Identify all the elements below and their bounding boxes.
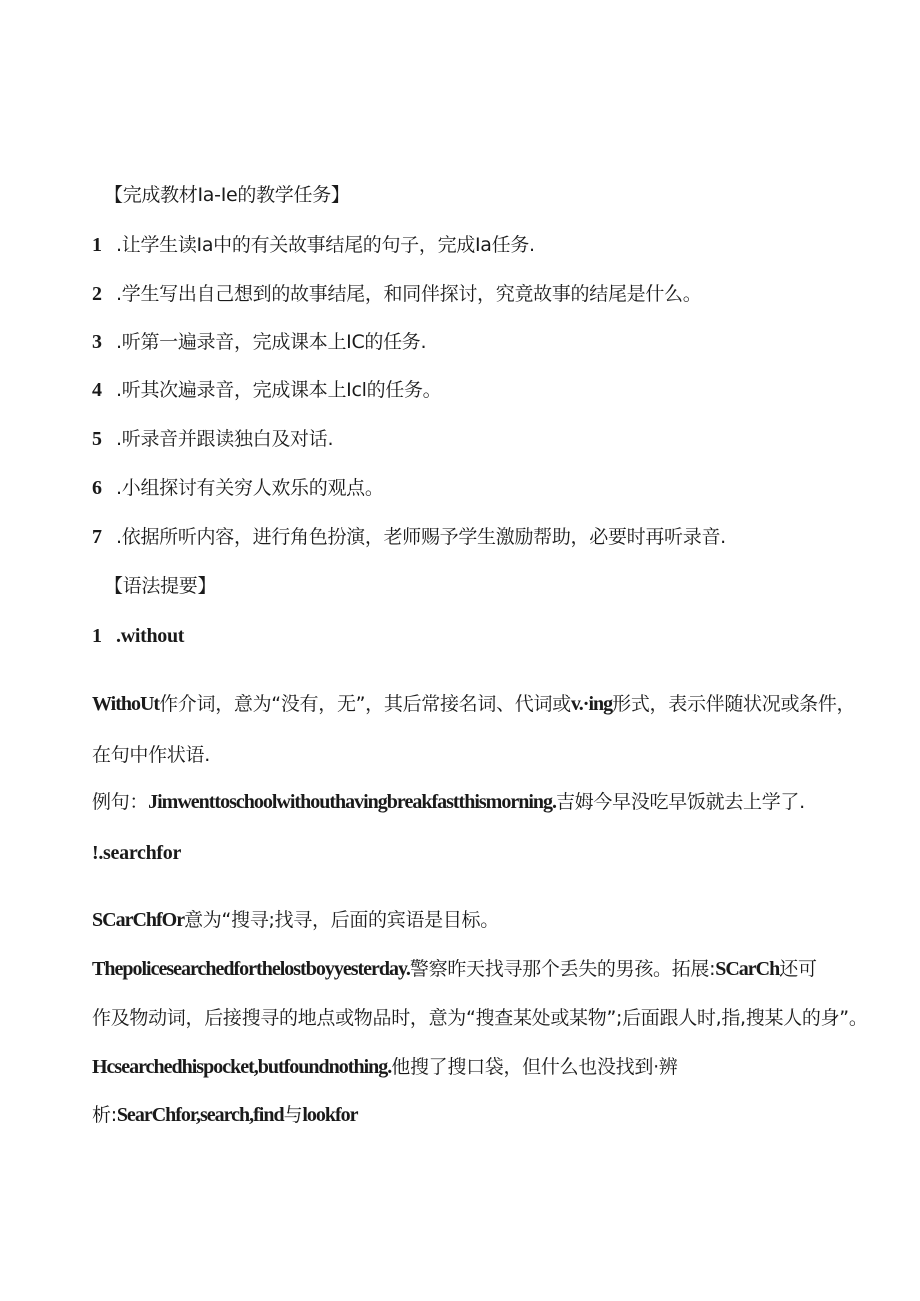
item-number: 6 [92, 477, 102, 499]
grammar-item-title: !.searchfor [92, 842, 182, 864]
item-text: .听录音并跟读独白及对话. [116, 428, 334, 450]
item-number: 2 [92, 283, 102, 305]
list-item [92, 329, 426, 355]
item-number: 5 [92, 428, 102, 450]
without-explanation-cont: 在句中作状语. [92, 744, 210, 766]
list-item [92, 232, 535, 258]
grammar-item-title [92, 623, 184, 649]
item-number: 3 [92, 331, 102, 353]
item-number: 4 [92, 379, 102, 401]
item-number: 1 [92, 625, 102, 647]
police-example: Thepolicesearchedforthelostboyyesterday.警察昨天找寻那个丢失的男孩。拓展:SCarCh还可 [92, 958, 817, 980]
list-item [92, 524, 726, 550]
item-number: 7 [92, 526, 102, 548]
list-item [92, 281, 701, 307]
item-text: .听其次遍录音，完成课本上Icl的任务。 [116, 379, 442, 401]
analysis-line: 析:SearChfor,search,find与lookfor [92, 1104, 358, 1126]
without-explanation: WithoUt作介词，意为“没有，无”，其后常接名词、代词或v.·ing形式，表示伴随状况或条件， [92, 693, 856, 715]
list-item [92, 426, 333, 452]
item-text: .听第一遍录音，完成课本上IC的任务. [116, 331, 427, 353]
section-header-tasks: 【完成教材Ia-Ie的教学任务】 [104, 184, 350, 206]
search-explanation: SCarChfOr意为“搜寻;找寻，后面的宾语是目标。 [92, 909, 499, 931]
item-title: .without [116, 625, 185, 647]
item-number: 1 [92, 234, 102, 256]
item-text: .学生写出自己想到的故事结尾，和同伴探讨，究竟故事的结尾是什么。 [116, 283, 702, 305]
section-header-grammar: 【语法提要】 [104, 575, 217, 597]
item-text: .让学生读Ia中的有关故事结尾的句子，完成Ia任务. [116, 234, 535, 256]
list-item [92, 377, 441, 403]
item-text: .依据所听内容，进行角色扮演，老师赐予学生激励帮助，必要时再听录音. [116, 526, 726, 548]
example-sentence: 例句：Jimwenttoschoolwithouthavingbreakfastthismorning.吉姆今早没吃早饭就去上学了. [92, 791, 805, 813]
he-example: Hcsearchedhispocket,butfoundnothing.他搜了搜口袋，但什么也没找到·辨 [92, 1056, 678, 1078]
list-item [92, 475, 384, 501]
item-text: .小组探讨有关穷人欢乐的观点。 [116, 477, 384, 499]
extend-explanation: 作及物动词，后接搜寻的地点或物品时，意为“搜查某处或某物”;后面跟人时,指,搜某人的身”。 [92, 1007, 868, 1029]
